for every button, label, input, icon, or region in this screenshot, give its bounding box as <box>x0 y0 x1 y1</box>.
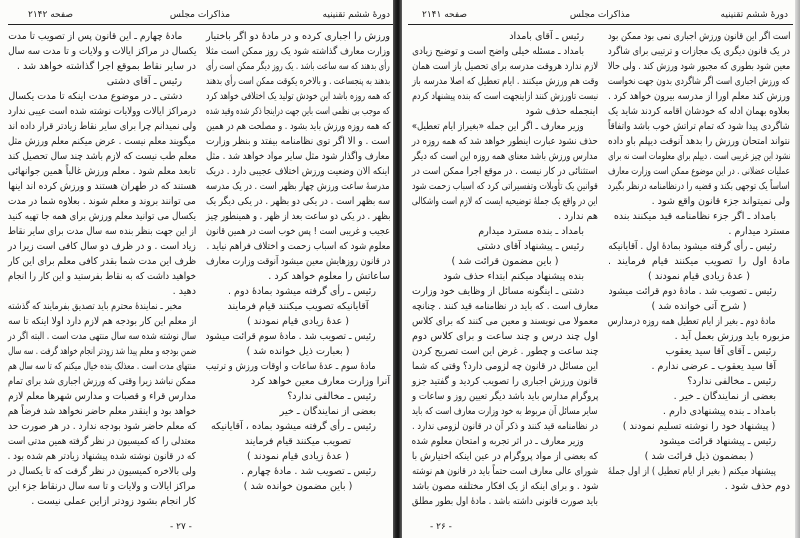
text-line <box>608 314 790 329</box>
text-line-content: ورزش را اجباری کرده و در مادهٔ دو اگر باختیار <box>206 31 390 42</box>
text-line <box>412 464 598 479</box>
text-line <box>206 89 390 104</box>
text-line <box>608 209 790 224</box>
text-line-content: وزیر معارف ـ اگر این جمله «بغیراز ایام تعطیل» <box>411 121 584 132</box>
text-line-content: زیاد است . و در ظرف دو سال کافی است زیرا در <box>8 241 196 252</box>
text-line <box>608 479 790 494</box>
text-line-content: ضمن بودجه و معلم پیدا شد زودتر انجام خواهد گرفت . سه سال <box>7 346 196 357</box>
text-line-content: ( عدهٔ زیادی قیام نمودند ) <box>246 316 350 327</box>
text-line <box>412 359 598 374</box>
text-line <box>8 119 196 134</box>
text-line <box>8 179 196 194</box>
text-line-content: دهید . <box>172 286 196 297</box>
text-line-content: که همه روزه ورزش باید بشود . و مصلحت هم در همین <box>205 121 390 132</box>
text-line-content: نیست تاورزش کنند ازاینجهت است که بنده پیشنهاد کردم <box>411 91 598 102</box>
text-line <box>8 344 196 359</box>
text-column-right <box>206 29 390 494</box>
text-line <box>8 284 196 299</box>
text-line-content: عجیب و غریبی است ! پس خوب است در همین قانون <box>205 226 390 237</box>
text-line-content: ( عدهٔ زیادی قیام نمودند ) <box>246 451 350 462</box>
text-line <box>412 254 598 269</box>
text-line-content: در یک قانون دیگری یک مجازات و ترتیبی برای شاگرد <box>607 46 790 57</box>
text-line-content: رئیس ـ مخالفی ندارد؟ <box>287 391 376 402</box>
text-line-content: مخبر ـ نمایندهٔ محترم باید تصدیق بفرمایند که گذشته <box>8 301 182 312</box>
running-title: مذاکرات مجلس <box>169 10 231 20</box>
text-line <box>206 134 390 149</box>
text-line-content: قوانین یک تأویلات وتفسیراتی کرد که اسباب زحمت شود <box>412 181 598 192</box>
text-line-content: مراکز ایالات و ولایات و تا سه سال درنقاط جزء این <box>8 481 196 492</box>
text-line <box>206 269 390 284</box>
text-line-content: ( عدهٔ زیادی قیام نمودند ) <box>647 271 751 282</box>
text-line-content: خواهد بود و اینقدر معلم حاضر نخواهد شد فرضاً هم <box>7 406 196 417</box>
text-line-content: رئیس ـ تصویب شد . مادهٔ چهارم . <box>240 466 376 477</box>
text-line-content: رئیس ـ تصویب شد . مادهٔ دوم قرائت میشود <box>608 286 776 297</box>
text-line <box>412 89 598 104</box>
text-line <box>608 389 790 404</box>
text-line-content: است . و الا اگر توی نظامنامه بیفتد و بنظر وزارت <box>205 136 390 147</box>
text-line-content: باید صورت قانونی داشته باشد . مادهٔ اول بطور مطلق <box>412 496 598 507</box>
page-footer-number: - ۲۶ - <box>430 522 452 532</box>
text-line <box>206 104 390 119</box>
text-line-content: مدارس قراء و قصبات و مدارس شهرها معلم لازم <box>8 391 196 402</box>
text-line-content: در قانون روزهایش معین میشود آنوقت وزارت معارف <box>205 256 390 267</box>
text-line-content: که بعضی از مواد پروگرام در عین اینکه اختیارش با <box>412 451 598 462</box>
text-line <box>608 299 790 314</box>
text-line <box>8 329 196 344</box>
text-line <box>608 329 790 344</box>
text-line-content: ( باین مضمون خوانده شد ) <box>243 481 353 492</box>
text-line <box>8 269 196 284</box>
text-line <box>8 389 196 404</box>
text-line-content: ولی نمیتواند جزء قانون واقع شود . <box>651 196 790 207</box>
text-line <box>206 314 390 329</box>
text-line-content: ( شرح آتی خوانده شد ) <box>651 301 747 312</box>
text-line-content: اساساً یک توجهی بکند و قضیه را درنظامنامه درنظر بگیرد <box>608 181 790 192</box>
text-line <box>608 29 790 44</box>
header-rule <box>408 24 793 25</box>
text-line <box>412 344 598 359</box>
text-line <box>206 434 390 449</box>
text-line <box>608 284 790 299</box>
text-line-content: رئیس ـ پیشنهاد قرائت میشود <box>659 436 776 447</box>
text-line <box>8 59 196 74</box>
text-line <box>608 269 790 284</box>
text-line-content: این در واقع یک جملهٔ توضیحیه ایست که لازم است واشکالی <box>412 196 598 207</box>
text-line-content: اول چند درس و چند ساعت و برای کلاس دوم <box>412 331 598 342</box>
text-line <box>8 359 196 374</box>
text-line-content: شاگردی پیدا شود که تمام تراتش خوب باشد واتفاقاً <box>608 121 790 132</box>
text-line-content: مدرسهٔ ساعت ورزش چهار بظهر است . در یک مدرسه <box>206 181 390 192</box>
text-line-content: بعضی از نمایندگان ـ خیر <box>279 406 376 417</box>
text-line <box>608 404 790 419</box>
text-line-content: ساعاتش را معلوم خواهد کرد . <box>268 271 390 282</box>
text-line-content: معتدلی را که کمیسیون در نظر گرفته همین مدتی است <box>8 436 196 447</box>
text-line-content: یکسال در مراکز ایالات و ولایات و تا مدت سه سال <box>7 46 196 57</box>
text-line-content: مادهٔ چهارم ـ این قانون پس از تصویب تا مدت <box>7 31 182 42</box>
text-line <box>412 314 598 329</box>
text-line <box>608 59 790 74</box>
text-line-content: سه بظهر است . در یکی دو بظهر . در یکی دیگر یک <box>206 196 390 207</box>
text-line-content: ولی بالاخره کمیسیون در نظر گرفت که تا یکسال در <box>7 466 196 477</box>
text-line-content: تصویب میکنند قیام فرمایند <box>244 436 352 447</box>
text-line-content: حذف نشود عبارت اینطور خواهد شد که همه روزه در <box>412 136 598 147</box>
text-line-content: مادهٔ اول را تصویب میکنند قیام فرمایند . <box>608 256 790 267</box>
text-line <box>206 284 390 299</box>
text-line-content: ( باین مضمون قرائت شد ) <box>451 256 559 267</box>
text-line-content: دوم حذف شود . <box>724 481 790 492</box>
text-line-content: هستند که در طهران هستند و ورزش کرده اند اینها <box>7 181 196 192</box>
text-line <box>206 419 390 434</box>
text-line <box>412 119 598 134</box>
text-line-content: بامداد ـ مسئله خیلی واضح است و توضیح زیادی <box>412 46 584 57</box>
text-line-content: رئیس ـ مخالفی ندارد؟ <box>687 376 776 387</box>
text-line <box>608 44 790 59</box>
page-number-header: صفحه ۲۱۴۲ <box>28 10 74 20</box>
text-line-content: کار انجام بشود زودتر ازاین عملی نیست . <box>31 496 196 507</box>
text-line-content: بعلاوه بهمان ادله که خودشان اقامه کردند شاید یک <box>608 106 790 117</box>
text-line <box>412 74 598 89</box>
text-line <box>8 464 196 479</box>
text-line-content: رئیس ـ رأی گرفته میشود بمادهٔ دوم . <box>227 286 376 297</box>
text-line-content: پروگرام مدارس باید باشد دیگر تعیین روز و ساعات و <box>411 391 598 402</box>
text-line <box>206 239 390 254</box>
text-line <box>608 434 790 449</box>
text-line <box>206 329 390 344</box>
right-page <box>400 0 800 538</box>
book-binding-gutter <box>393 0 402 538</box>
text-line-content: رئیس ـ پیشنهاد آقای دشتی <box>477 241 584 252</box>
text-line <box>412 104 598 119</box>
text-line-content: معلوم شود که اسباب زحمت و اختلاف فراهم نیاید . <box>206 241 390 252</box>
text-line-content: در سایر نقاط بموقع اجرا گذاشته خواهد شد . <box>16 61 196 72</box>
session-header: دورهٔ ششم تقنینیه <box>720 10 788 20</box>
text-line-content: مسترد میدارم . <box>728 226 790 237</box>
text-line <box>412 434 598 449</box>
text-line <box>608 74 790 89</box>
text-line <box>206 209 390 224</box>
text-line <box>206 479 390 494</box>
text-line <box>206 179 390 194</box>
text-line <box>206 164 390 179</box>
running-title: مذاکرات مجلس <box>569 10 631 20</box>
text-line <box>608 119 790 134</box>
text-line <box>206 29 390 44</box>
text-line-content: شود . و برای اینکه از یک افکار مختلفه مصون باشد <box>411 481 598 492</box>
text-line <box>412 329 598 344</box>
text-line-content: پیشنهاد میکنم ( بغیر از ایام تعطیل ) از اول جملهٔ <box>607 466 776 477</box>
text-line <box>412 44 598 59</box>
text-line <box>206 449 390 464</box>
text-line <box>608 359 790 374</box>
text-line-content: دشتی ـ اینگونه مسائل از وظایف خود وزارت <box>411 286 584 297</box>
text-line <box>412 494 598 509</box>
text-line-content: میگویند معلم نیست . عرض میکنم معلم ورزش مثل <box>8 136 196 147</box>
text-line <box>8 194 196 209</box>
text-line <box>8 299 196 314</box>
text-line-content: این مسائل در قانون چه لزومی دارد؟ وقتی که شما <box>411 361 598 372</box>
text-line <box>608 164 790 179</box>
text-line <box>412 134 598 149</box>
text-line <box>608 374 790 389</box>
text-line-content: بامداد ـ بنده مسترد میدارم <box>478 226 584 237</box>
text-line <box>8 89 196 104</box>
text-line <box>8 149 196 164</box>
text-line-content: بنده پیشنهاد میکنم ابتداء حذف شود <box>443 271 584 282</box>
text-line <box>8 134 196 149</box>
text-line-content: آقایانیکه تصویب میکنند قیام فرمایند <box>227 301 369 312</box>
text-line <box>608 134 790 149</box>
text-line-content: ممکن نباشد زیرا وقتی که ورزش اجباری شد برای تمام <box>8 376 196 387</box>
text-line <box>608 104 790 119</box>
text-line <box>412 194 598 209</box>
text-line-content: مادهٔ سوم ـ عدهٔ ساعات و اوقات ورزش و ترتیب <box>206 361 376 372</box>
text-line-content: نشود این چیز غریبی است . دیپلم برای معلومات است نه برای <box>607 151 790 162</box>
text-line-content: رئیس ـ تصویب شد . مادهٔ سوم قرائت میشود <box>205 331 376 342</box>
text-line-content: رأی بدهند که سه ساعت باشد . یک روز دیگر ممکن است رأی <box>206 61 390 72</box>
text-line-content: است اگر این قانون ورزش اجباری نمی بود ممکن بود <box>607 31 790 42</box>
text-line-content: دشتی ـ در موضوع مدت اینکه تا مدت یکسال <box>8 91 182 102</box>
text-line-content: مزبوره باید ورزش بعمل آید . <box>674 331 790 342</box>
text-line <box>412 299 598 314</box>
text-line <box>412 209 598 224</box>
text-line <box>8 44 196 59</box>
text-line <box>8 419 196 434</box>
text-line <box>8 164 196 179</box>
text-line-content: هم ندارد . <box>558 211 598 222</box>
text-line <box>8 74 196 89</box>
session-header: دورهٔ ششم تقنینیه <box>322 10 390 20</box>
text-line-content: رئیس ـ آقای دشتی <box>106 76 182 87</box>
text-line <box>206 344 390 359</box>
text-line-content: ورزش کند معلم اورا از مدرسه بیرون خواهد کرد . <box>607 91 790 102</box>
text-line-content: رئیس ـ آقای بامداد <box>509 31 584 42</box>
text-line-content: که در قانون نوشته شده پیشنهاد زیادتر هم شده بود . <box>7 451 196 462</box>
text-line-content: لازم ندارد هروقت مدرسه برای تحصیل باز است همان <box>411 61 598 72</box>
text-line-content: که ورزش اجباری است اگر شاگردی بدون جهت نخواست <box>608 76 790 87</box>
text-line <box>8 404 196 419</box>
page-number-header: صفحه ۲۱۴۱ <box>422 10 468 20</box>
text-line-content: معارف واگذار شود مثل سایر مواد خواهد شد . مثل <box>206 151 390 162</box>
text-line <box>206 149 390 164</box>
text-line <box>412 29 598 44</box>
text-line-content: اینکه الان وضعیت ورزش اختلاف عجیبی دارد . دریک <box>206 166 390 177</box>
text-column-right <box>608 29 790 494</box>
text-line <box>206 389 390 404</box>
text-line-content: معمولا می نویسند و معین می کنند که برای کلاس <box>411 316 598 327</box>
text-line-content: تابعد معلم شود . معلم ورزش غالباً همین جوانهائی <box>8 166 196 177</box>
text-line <box>8 209 196 224</box>
text-line-content: سایر مسائل آن مربوط به خود وزارت معارف است که باید <box>412 406 598 417</box>
text-line-content: معارف است . که باید در نظامنامه قید کنند . چنانچه <box>411 301 598 312</box>
text-line-content: مدارس ورزش باشد معنای همه روزه این است که دیگر <box>412 151 598 162</box>
text-line-content: بظهر . در یکی دو ساعت بعد از ظهر . و همینطور چیز <box>205 211 390 222</box>
text-line <box>412 59 598 74</box>
text-line-content: رئیس ـ آقای آقا سید یعقوب <box>665 346 776 357</box>
text-line <box>206 44 390 59</box>
text-line-content: بدهند به پنجساعت . و بالاخره یکوقت ممکن است رأی بدهند <box>205 76 390 87</box>
text-line-content: ظرف این مدت شما بقدر کافی معلم برای این کار <box>7 256 196 267</box>
text-line <box>412 164 598 179</box>
text-line <box>206 224 390 239</box>
text-line <box>8 224 196 239</box>
text-line <box>412 239 598 254</box>
text-line <box>8 314 196 329</box>
text-column-left <box>8 29 196 509</box>
header-rule <box>8 24 393 25</box>
text-line-content: که همه روزه باشد این خودش تولید یک اختلافی خواهد کرد <box>205 91 390 102</box>
text-line <box>8 239 196 254</box>
text-line <box>412 404 598 419</box>
text-line <box>8 479 196 494</box>
text-line <box>8 254 196 269</box>
text-line-content: اینجمله حذف شود <box>525 106 598 117</box>
text-line-content: سال نوشته شده سه سال منتهی مدت است . البته اگر در <box>7 331 196 342</box>
text-line <box>412 284 598 299</box>
text-line <box>206 59 390 74</box>
text-line <box>412 389 598 404</box>
text-line-content: معلم طب نیست که لازم باشد چند سال تحصیل کند <box>7 151 196 162</box>
text-line-content: آقا سید یعقوب ـ عرضی ندارم . <box>651 361 776 372</box>
text-line <box>608 179 790 194</box>
text-line <box>8 434 196 449</box>
text-line <box>412 179 598 194</box>
text-line-content: معین شود بطوری که مجبور شود ورزش کند . ولی حالا <box>607 61 790 72</box>
text-line <box>412 479 598 494</box>
text-line-content: خواهید داشت که به نقاط بفرستید و این کار را انجام <box>8 271 196 282</box>
text-line-content: منتهای مدت است . معذلک بنده خیال میکنم که تا سه سال هم <box>8 361 196 372</box>
text-line <box>608 224 790 239</box>
text-line <box>206 464 390 479</box>
text-line <box>412 374 598 389</box>
text-line <box>608 89 790 104</box>
text-line <box>206 74 390 89</box>
text-line-content: چند ساعت و چطور . غرض این است تصریح کردن <box>411 346 598 357</box>
text-line-content: یکسال می توانید معلم ورزش برای همه جا تهیه کنید <box>7 211 196 222</box>
text-line-content: مادهٔ دوم ـ بغیر از ایام تعطیل همه روزه درمدارس <box>608 316 776 327</box>
text-line-content: قانون ورزش اجباری را تصویب کردید و گفتید جزو <box>412 376 598 387</box>
text-line-content: وزیر معارف ـ در اثر تجربه و امتحان معلوم شده <box>411 436 584 447</box>
text-line <box>608 239 790 254</box>
text-line <box>608 344 790 359</box>
text-line <box>8 104 196 119</box>
text-line <box>206 119 390 134</box>
text-line <box>608 254 790 269</box>
text-line-content: استثنائی در کار نیست . در موقع اجرا ممکن است در <box>412 166 598 177</box>
text-line <box>412 269 598 284</box>
text-line-content: نتواند امتحان ورزش را بدهد آنوقت دیپلم باو داده <box>607 136 790 147</box>
text-line <box>608 419 790 434</box>
text-line <box>608 149 790 164</box>
text-line-content: که معلم حاضر شود بودجه ندارد . در هر صورت حد <box>7 421 196 432</box>
text-line-content: ( بعبارت ذیل خوانده شد ) <box>246 346 350 357</box>
text-line-content: از این جهت بنظر بنده سه سال مدت برای سایر نقاط <box>7 226 196 237</box>
text-line <box>206 404 390 419</box>
text-line-content: شورای عالی معارف است حتماً باید در قانون هم نوشته <box>412 466 598 477</box>
text-line <box>608 464 790 479</box>
text-line-content: آنرا وزارت معارف معین خواهد کرد <box>250 376 390 387</box>
text-line <box>412 449 598 464</box>
text-line <box>8 449 196 464</box>
text-line <box>206 359 390 374</box>
page-footer-number: - ۲۷ - <box>170 522 192 532</box>
text-line-content: درمراکز ایالات وولایات نوشته شده است عیبی ندارد <box>7 106 196 117</box>
text-line-content: وقت هم ورزش میکنند . ایام تعطیل که اصلا مدرسه باز <box>411 76 598 87</box>
text-line <box>608 194 790 209</box>
scan-edge <box>795 0 800 538</box>
text-line <box>206 254 390 269</box>
text-line-content: که موجب بی نظمی است باین جهت دراینجا ذکر شده وقید شده <box>206 106 390 117</box>
text-line-content: بامداد ـ اگر جزء نظامنامه قید میکنند بنده <box>613 211 776 222</box>
text-line-content: بامداد ـ بنده پیشنهادی دارم . <box>662 406 776 417</box>
text-line-content: وزارت معارف گذاشته شود یک روز ممکن است مثلا <box>205 46 390 57</box>
text-line-content: می توانند بروند و معلم شوند . بعلاوه شما در مدت <box>8 196 196 207</box>
text-line <box>8 494 196 509</box>
text-line-content: ( پیشنهاد خود را نوشته تسلیم نمودند ) <box>622 421 776 432</box>
text-line <box>412 419 598 434</box>
text-line-content: ( بمضمون ذیل قرائت شد ) <box>644 451 754 462</box>
text-line <box>608 449 790 464</box>
text-line <box>8 29 196 44</box>
text-line-content: بعضی از نمایندگان ـ خیر . <box>673 391 776 402</box>
text-line <box>206 299 390 314</box>
text-line <box>8 374 196 389</box>
text-line-content: رئیس ـ رأی گرفته میشود بماده ، آقایانیکه <box>210 421 376 432</box>
text-line-content: ولی نمیدانم چرا برای سایر نقاط زیادتر قرار داده اند <box>7 121 196 132</box>
text-line <box>412 224 598 239</box>
text-line-content: عملیات عضلانی . در این موضوع ممکن است وزارت معارف <box>608 166 790 177</box>
text-line <box>412 149 598 164</box>
text-line-content: در نظامنامه قید کنند و ذکر آن در قانون لزومی ندارد . <box>412 421 598 432</box>
text-column-left <box>412 29 598 509</box>
text-line-content: از معلم این کار بودجه هم لازم دارد اولا اینکه تا سه <box>7 316 196 327</box>
text-line <box>206 374 390 389</box>
text-line-content: رئیس ـ رأی گرفته میشود بمادهٔ اول . آقایانیکه <box>607 241 776 252</box>
